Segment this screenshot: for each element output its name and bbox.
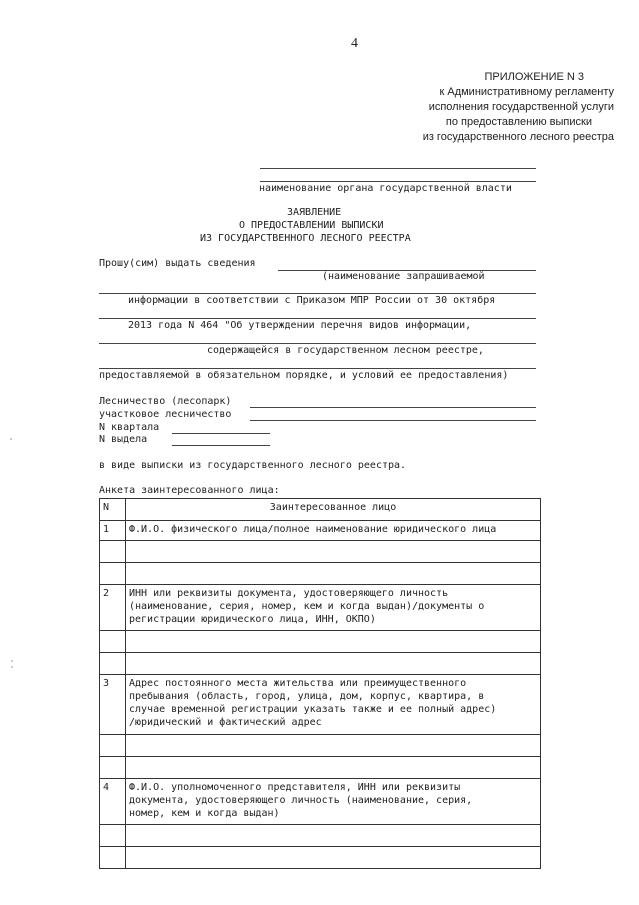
row-text-line: пребывания (область, город, улица, дом, корпус, квартира, в bbox=[129, 691, 485, 702]
quarter-label: N квартала bbox=[99, 422, 160, 433]
scan-speck bbox=[10, 438, 12, 440]
request-blank-line[interactable] bbox=[99, 318, 536, 319]
request-text: содержащейся в государственном лесном реестре, bbox=[207, 345, 484, 356]
quarter-field[interactable] bbox=[172, 433, 270, 434]
row-text-line: номер, кем и когда выдан) bbox=[129, 808, 280, 819]
row-text bbox=[126, 585, 541, 631]
request-text: 2013 года N 464 "Об утверждении перечня видов информации, bbox=[128, 320, 472, 331]
extract-form-text: в виде выписки из государственного лесного реестра. bbox=[99, 460, 407, 471]
authority-caption: наименование органа государственной власти bbox=[259, 183, 512, 194]
row-text-line: Ф.И.О. уполномоченного представителя, ИНН или реквизиты bbox=[129, 782, 461, 793]
table-header-row bbox=[100, 499, 541, 521]
header-num: N bbox=[100, 499, 126, 521]
table-row bbox=[100, 779, 541, 825]
appendix-line: исполнения государственной услуги bbox=[428, 101, 614, 113]
request-text: информации в соответствии с Приказом МПР России от 30 октября bbox=[128, 295, 496, 306]
document-subtitle: О ПРЕДОСТАВЛЕНИИ ВЫПИСКИ bbox=[239, 220, 384, 231]
questionnaire-table bbox=[99, 498, 541, 869]
answer-cell[interactable] bbox=[126, 735, 541, 757]
row-text-line: случае временной регистрации указать также и ее полный адрес) bbox=[129, 704, 497, 715]
answer-row[interactable] bbox=[100, 563, 541, 585]
request-blank-line[interactable] bbox=[99, 343, 536, 344]
table-row bbox=[100, 675, 541, 735]
answer-cell[interactable] bbox=[126, 757, 541, 779]
forestry-field[interactable] bbox=[250, 407, 536, 408]
allotment-label: N выдела bbox=[99, 434, 148, 445]
row-text-line: (наименование, серия, номер, кем и когда выдан)/документы о bbox=[129, 601, 485, 612]
page-number: 4 bbox=[351, 36, 358, 51]
row-text bbox=[126, 675, 541, 735]
answer-cell[interactable] bbox=[126, 541, 541, 563]
row-text-line: документа, удостоверяющего личность (наименование, серия, bbox=[129, 795, 473, 806]
appendix-line: к Административному регламенту bbox=[439, 86, 614, 98]
row-text-line: /юридический и фактический адрес bbox=[129, 717, 322, 728]
appendix-line: по предоставлению выписки bbox=[445, 116, 592, 128]
header-person: Заинтересованное лицо bbox=[126, 499, 541, 521]
answer-cell[interactable] bbox=[126, 825, 541, 847]
answer-cell[interactable] bbox=[126, 653, 541, 675]
answer-row[interactable] bbox=[100, 757, 541, 779]
scan-speck bbox=[11, 660, 13, 662]
request-blank-line[interactable] bbox=[99, 293, 536, 294]
row-text-line: Ф.И.О. физического лица/полное наименование юридического лица bbox=[129, 524, 497, 535]
authority-blank-line[interactable] bbox=[260, 181, 536, 182]
row-text-line: Адрес постоянного места жительства или преимущественного bbox=[129, 678, 467, 689]
request-caption: (наименование запрашиваемой bbox=[322, 271, 485, 282]
answer-row[interactable] bbox=[100, 653, 541, 675]
row-number: 2 bbox=[100, 585, 126, 631]
answer-row[interactable] bbox=[100, 735, 541, 757]
document-subtitle: ИЗ ГОСУДАРСТВЕННОГО ЛЕСНОГО РЕЕСТРА bbox=[200, 233, 411, 244]
table-row bbox=[100, 521, 541, 541]
row-text bbox=[126, 521, 541, 541]
row-number: 1 bbox=[100, 521, 126, 541]
authority-blank-line[interactable] bbox=[260, 168, 536, 169]
row-text bbox=[126, 779, 541, 825]
row-number: 4 bbox=[100, 779, 126, 825]
answer-row[interactable] bbox=[100, 847, 541, 869]
row-text-line: регистрации юридического лица, ИНН, ОКПО) bbox=[129, 614, 376, 625]
table-row bbox=[100, 585, 541, 631]
forestry-label: Лесничество (лесопарк) bbox=[99, 396, 232, 407]
district-forestry-label: участковое лесничество bbox=[99, 409, 232, 420]
questionnaire-title: Анкета заинтересованного лица: bbox=[99, 485, 280, 496]
appendix-line: из государственного лесного реестра bbox=[422, 131, 614, 143]
answer-row[interactable] bbox=[100, 541, 541, 563]
answer-row[interactable] bbox=[100, 631, 541, 653]
document-title: ЗАЯВЛЕНИЕ bbox=[287, 207, 342, 218]
appendix-header bbox=[423, 70, 614, 145]
row-number: 3 bbox=[100, 675, 126, 735]
answer-row[interactable] bbox=[100, 825, 541, 847]
allotment-field[interactable] bbox=[172, 445, 270, 446]
request-text: предоставляемой в обязательном порядке, и условий ее предоставления) bbox=[99, 370, 509, 381]
scan-speck bbox=[11, 666, 13, 668]
district-forestry-field[interactable] bbox=[250, 420, 536, 421]
appendix-title: ПРИЛОЖЕНИЕ N 3 bbox=[484, 71, 584, 83]
answer-cell[interactable] bbox=[126, 847, 541, 869]
request-blank-line[interactable] bbox=[99, 368, 536, 369]
row-text-line: ИНН или реквизиты документа, удостоверяющего личность bbox=[129, 588, 449, 599]
answer-cell[interactable] bbox=[126, 631, 541, 653]
answer-cell[interactable] bbox=[126, 563, 541, 585]
request-prefix: Прошу(сим) выдать сведения bbox=[99, 258, 256, 269]
